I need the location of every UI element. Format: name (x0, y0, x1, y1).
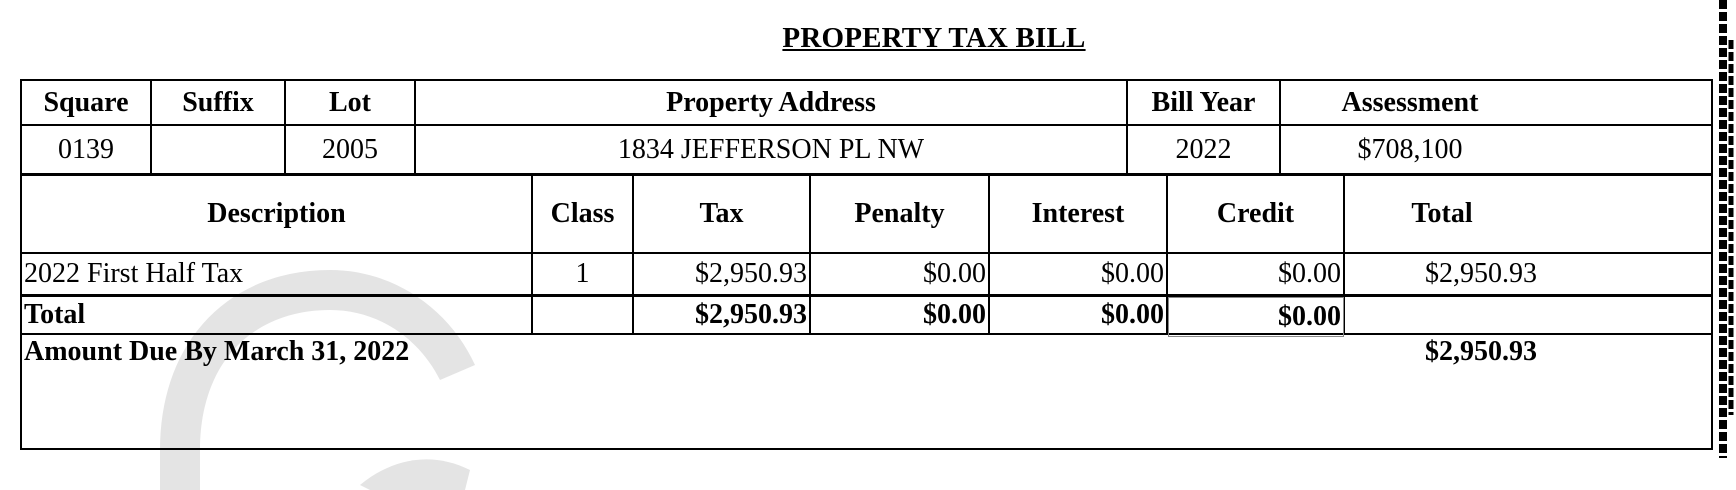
page-edge-border (1718, 0, 1736, 458)
header-bill-year: Bill Year (1151, 86, 1256, 118)
header-tax: Tax (699, 198, 744, 229)
suffix-value (152, 126, 284, 173)
square-value: 0139 (58, 133, 114, 165)
charge-interest: $0.00 (1101, 258, 1164, 289)
property-address-value: 1834 JEFFERSON PL NW (617, 133, 925, 165)
charge-total: $2,950.93 (1425, 258, 1537, 289)
header-suffix: Suffix (182, 86, 254, 118)
bill-year-value: 2022 (1175, 133, 1232, 165)
header-description: Description (207, 198, 346, 229)
totals-credit: $0.00 (1278, 301, 1341, 332)
header-total: Total (1411, 198, 1473, 229)
header-credit: Credit (1216, 198, 1295, 229)
totals-label: Total (24, 299, 86, 330)
totals-tax: $2,950.93 (695, 299, 807, 330)
charge-class: 1 (575, 258, 590, 289)
charge-penalty: $0.00 (923, 258, 986, 289)
header-square: Square (43, 86, 129, 118)
header-assessment: Assessment (1341, 86, 1479, 118)
charge-tax: $2,950.93 (695, 258, 807, 289)
bill-title: PROPERTY TAX BILL (782, 22, 1086, 54)
header-class: Class (550, 198, 615, 229)
charge-description: 2022 First Half Tax (24, 258, 244, 289)
amount-due-value: $2,950.93 (1425, 336, 1537, 367)
assessment-value: $708,100 (1357, 133, 1463, 165)
lot-value: 2005 (322, 133, 378, 165)
header-lot: Lot (329, 86, 371, 118)
totals-interest: $0.00 (1101, 299, 1164, 330)
amount-due-label: Amount Due By March 31, 2022 (24, 336, 410, 367)
header-property-address: Property Address (666, 86, 876, 118)
totals-penalty: $0.00 (923, 299, 986, 330)
header-penalty: Penalty (854, 198, 945, 229)
charge-credit: $0.00 (1278, 258, 1341, 289)
header-interest: Interest (1031, 198, 1125, 229)
